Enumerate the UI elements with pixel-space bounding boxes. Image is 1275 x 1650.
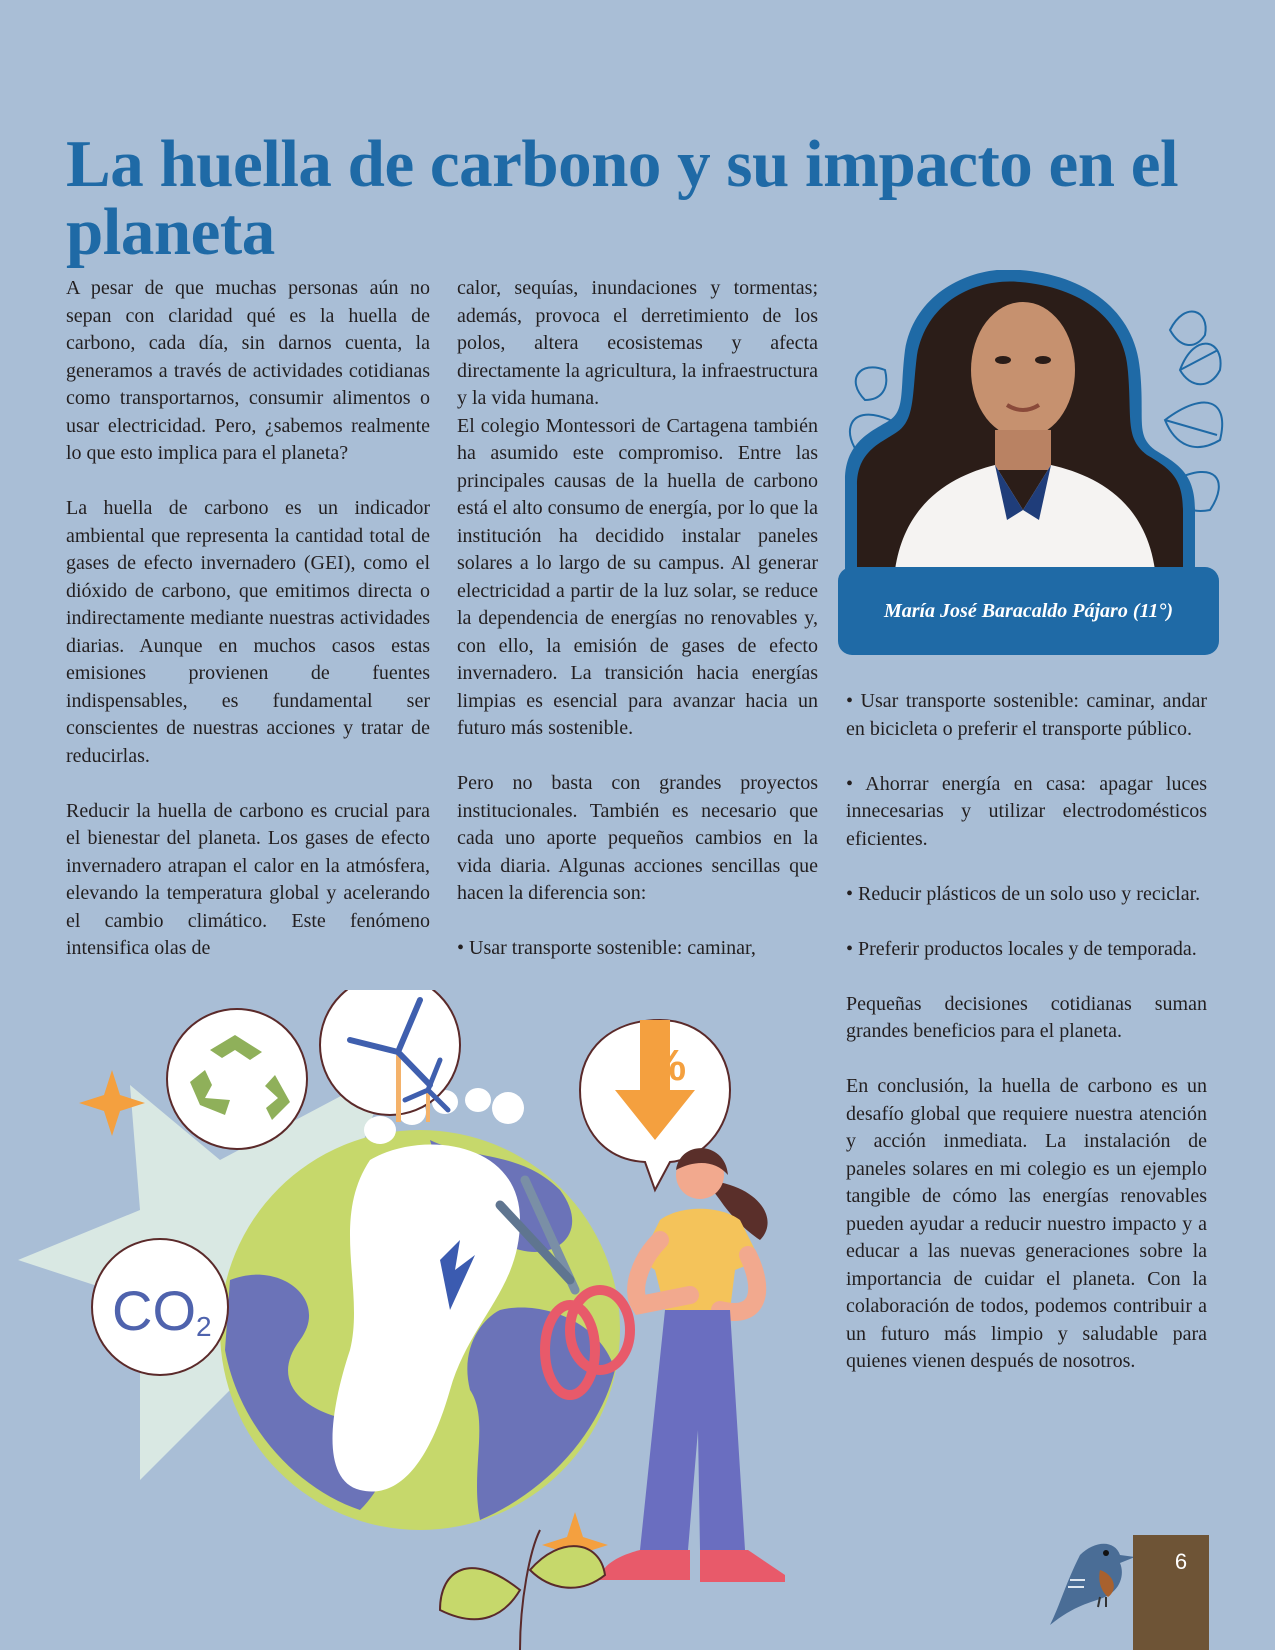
- column-2: [457, 275, 818, 963]
- paragraph: A pesar de que muchas personas aún no sepan con claridad qué es la huella de carbono, cada día, sin darnos cuenta, la generamos a través de actividades cotidianas como transportarnos, consumir alimentos o usar electricidad. Pero, ¿sabemos realmente lo que esto implica para el planeta?: [66, 277, 430, 464]
- co2-label: CO2: [112, 1279, 212, 1342]
- paragraph: calor, sequías, inundaciones y tormentas; además, provoca el derretimiento de los polos, altera ecosistemas y afecta directamente la agricultura, la infraestructura y la vida humana.: [457, 277, 818, 409]
- page-number: 6: [1174, 1549, 1188, 1574]
- carbon-footprint-illustration: [0, 990, 820, 1650]
- author-caption-box: [838, 567, 1219, 655]
- bullet-item: • Ahorrar energía en casa: apagar luces innecesarias y utilizar electrodomésticos eficientes.: [846, 772, 1207, 850]
- paragraph: En conclusión, la huella de carbono es un desafío global que requiere nuestra atención y acción inmediata. La instalación de paneles solares en mi colegio es un ejemplo tangible de cómo las energías renovables pueden ayudar a reducir nuestro impacto y a educar a las nuevas generaciones sobre la importancia de cuidar el planeta. Con la colaboración de todos, podemos contribuir a un futuro más limpio y saludable para quienes vienen después de nosotros.: [846, 1075, 1207, 1372]
- paragraph: El colegio Montessori de Cartagena también ha asumido este compromiso. Entre las principales causas de la huella de carbono está el alto consumo de energía, por lo que la institución ha decidido instalar paneles solares a lo largo de su campus. Al generar electricidad a partir de la luz solar, se reduce la dependencia de energías no renovables y, con ello, la emisión de gases de efecto invernadero. La transición hacia energías limpias es esencial para avanzar hacia un futuro más sostenible.: [457, 414, 818, 739]
- seedling-icon: [440, 1530, 605, 1650]
- paragraph: Pero no basta con grandes proyectos institucionales. También es necesario que cada uno aporte pequeños cambios en la vida diaria. Algunas acciones sencillas que hacen la diferencia son:: [457, 772, 818, 904]
- paragraph: Pequeñas decisiones cotidianas suman grandes beneficios para el planeta.: [846, 992, 1207, 1042]
- author-name: María José Baracaldo Pájaro (11°): [883, 599, 1174, 622]
- percent-label: %: [647, 1041, 687, 1090]
- column-1: [66, 275, 430, 963]
- paragraph: La huella de carbono es un indicador ambiental que representa la cantidad total de gases de efecto invernadero (GEI), como el dióxido de carbono, que emitimos directa o indirectamente mediante nuestras actividades diarias. Aunque en muchos casos estas emisiones provienen de fuentes indispensables, es fundamental ser conscientes de nuestras acciones y tratar de reducirlas.: [66, 497, 430, 767]
- bullet-item: • Preferir productos locales y de temporada.: [846, 937, 1197, 960]
- paragraph: Reducir la huella de carbono es crucial para el bienestar del planeta. Los gases de efecto invernadero atrapan el calor en la atmósfera, elevando la temperatura global y acelerando el cambio climático. Este fenómeno intensifica olas de: [66, 799, 430, 959]
- article-title: La huella de carbono y su impacto en el planeta: [66, 127, 1179, 269]
- woman-figure-icon: [600, 1148, 785, 1582]
- bullet-item: • Reducir plásticos de un solo uso y reciclar.: [846, 882, 1201, 905]
- column-3: [846, 688, 1207, 1376]
- bullet-item: • Usar transporte sostenible: caminar, andar en bicicleta o preferir el transporte público.: [846, 690, 1207, 740]
- bullet-item: • Usar transporte sostenible: caminar,: [457, 937, 756, 959]
